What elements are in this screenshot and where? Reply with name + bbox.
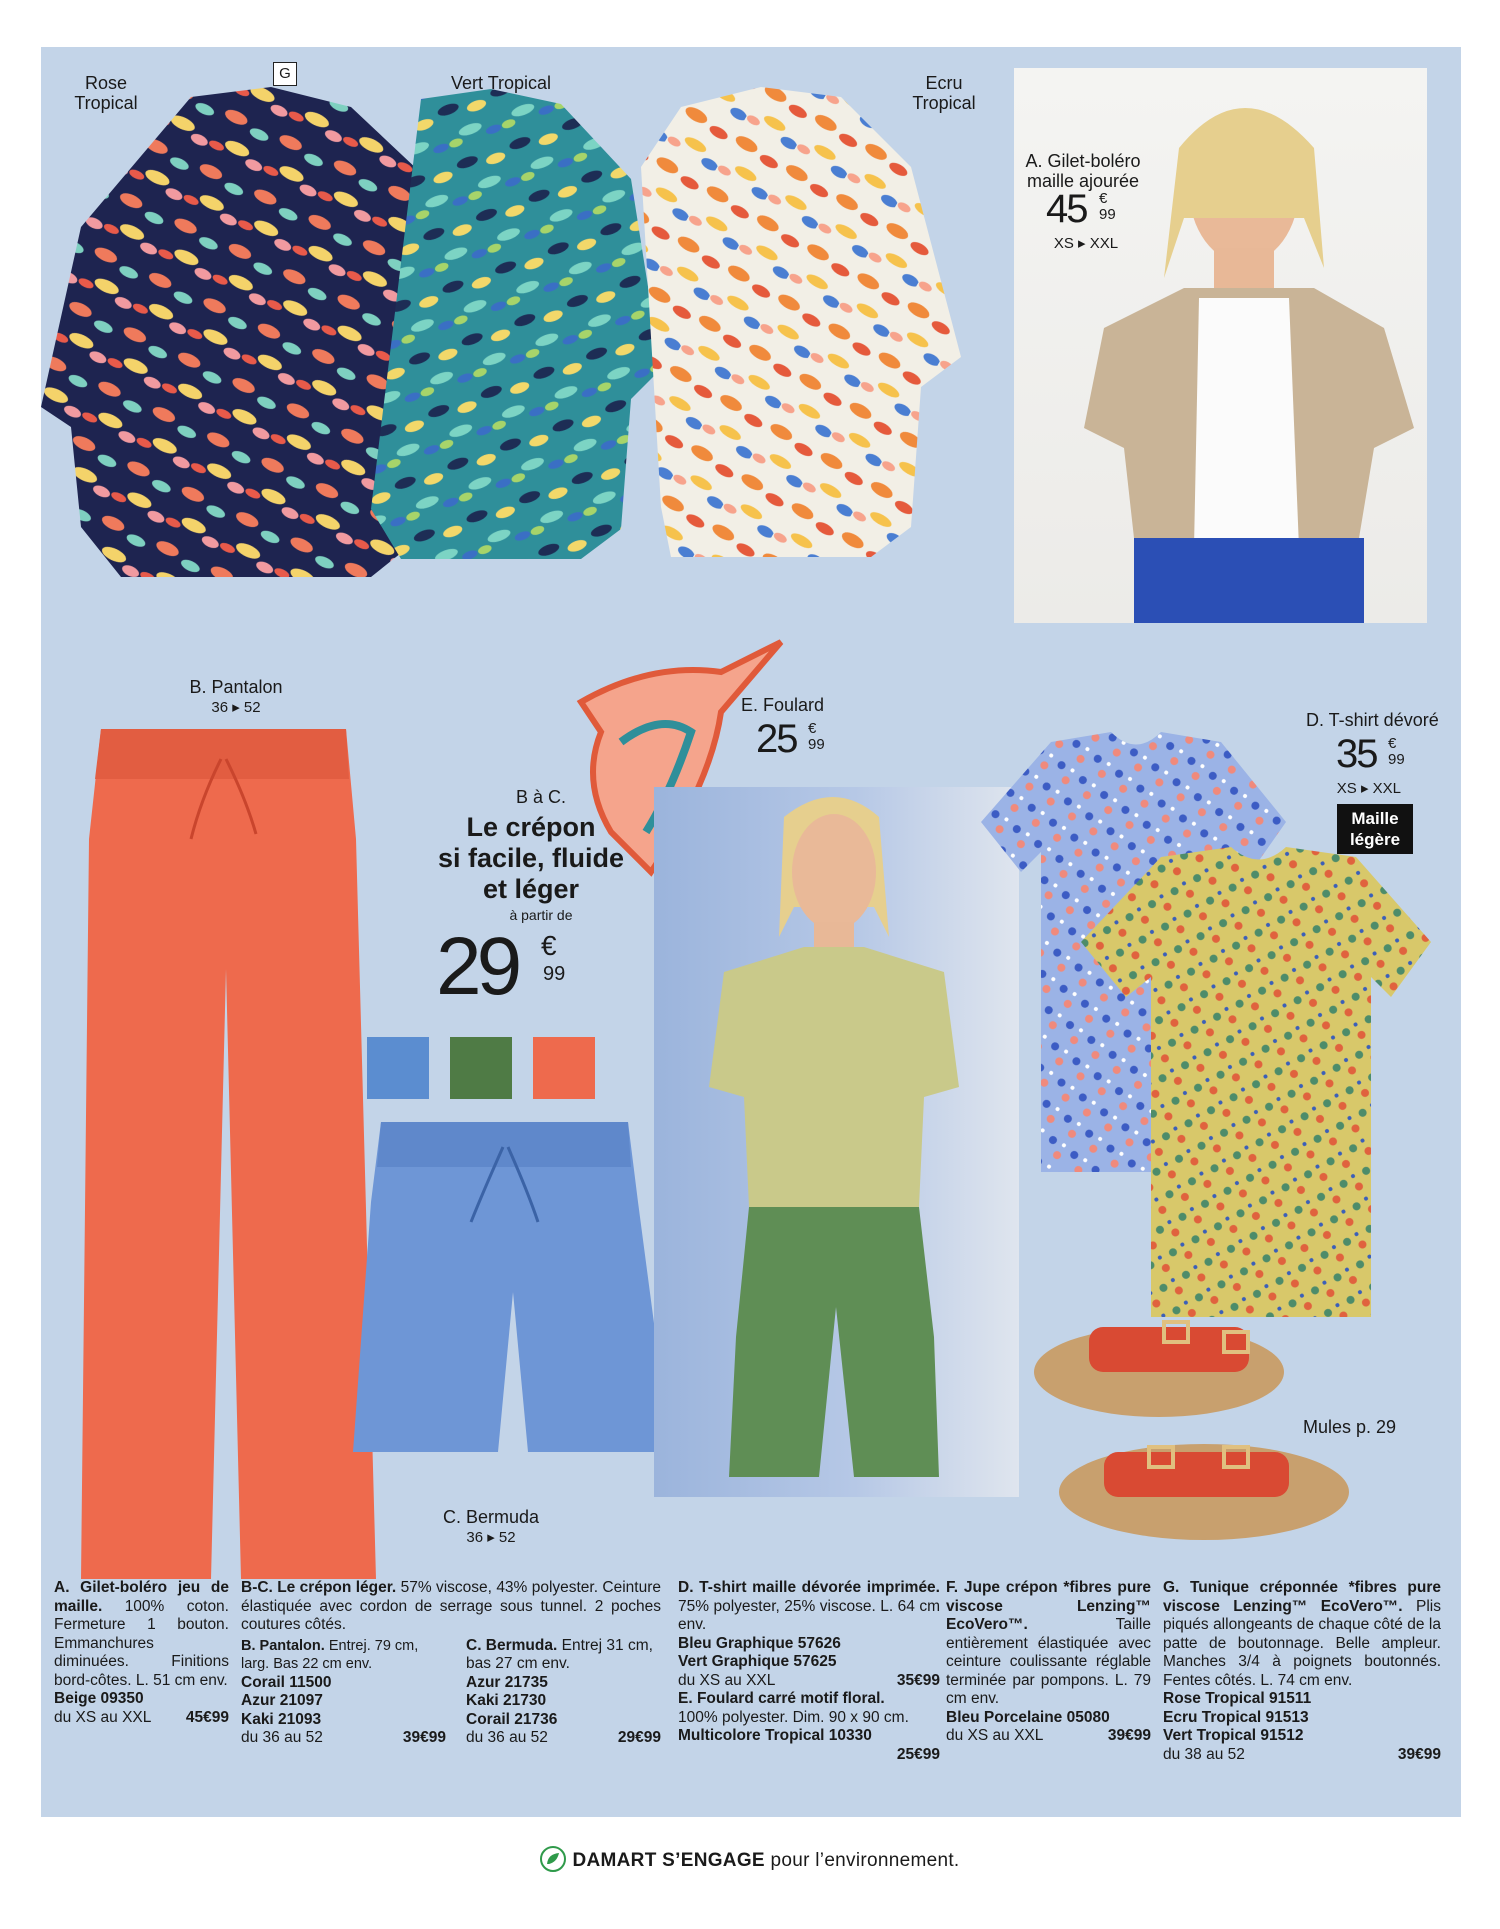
color-label-ecru-tropical: Ecru Tropical — [912, 73, 976, 113]
color-label-rose-tropical: Rose Tropical — [74, 73, 138, 113]
swatch-corail[interactable] — [533, 1037, 595, 1099]
footer-text: pour l’environnement. — [764, 1850, 960, 1872]
product-b-sizes: 36 ▸ 52 — [211, 699, 261, 716]
damart-leaf-icon — [540, 1846, 566, 1872]
product-e-name: E. Foulard — [741, 695, 825, 715]
pantalon-corail-image — [81, 719, 381, 1589]
tshirt-vert-graphique-image — [1081, 847, 1436, 1327]
product-c-name: C. Bermuda — [442, 1507, 540, 1527]
product-b-name: B. Pantalon — [189, 677, 283, 697]
product-a-sizes: XS ▸ XXL — [1053, 235, 1119, 252]
swatch-azur[interactable] — [367, 1037, 429, 1099]
description-bc: B-C. Le crépon léger. 57% viscose, 43% polyester. Ceinture élastiquée avec cordon de serrage sous tunnel. 2 poches coutures côtés. B. Pantalon. Entrej. 79 cm, larg. Bas 22 cm env. Corail 11500 Azur 21097 Kaki 21093 du 36 au 52 39€99 C. Bermuda. Entrej 31 cm, bas 27 cm env. Azur 21735 Kaki 21730 Corail 21736 du 36 au 52 29€99 — [241, 1579, 661, 1746]
description-d-e: D. T-shirt maille dévorée imprimée. 75% polyester, 25% viscose. L. 64 cm env. Bleu Graphique 57626 Vert Graphique 57625 du XS au XXL 35€99 E. Foulard carré motif floral. 100% polyester. Dim. 90 x 90 cm. Multicolore Tropical 10330 25€99 — [678, 1579, 940, 1763]
bermuda-azur-image — [353, 1112, 673, 1462]
description-g: G. Tunique créponnée *fibres pure viscose Lenzing™ EcoVero™. Plis piqués allongeants de chaque côté de la patte de boutonnage. Belle ampleur. Manches 3/4 à poignets boutonnés. Fentes côtés. L. 74 cm env. Rose Tropical 91511 Ecru Tropical 91513 Vert Tropical 91512 du 38 au 52 39€99 — [1163, 1579, 1441, 1763]
model-tshirt-bermuda-photo — [654, 787, 1019, 1497]
description-a: A. Gilet-boléro jeu de maille. 100% coton. Fermeture 1 bouton. Emmanchures diminuées. Finitions bord-côtes. L. 51 cm env. Beige 09350 du XS au XXL 45€99 — [54, 1579, 229, 1726]
footer-engagement — [0, 1848, 1500, 1874]
footer-brand: DAMART S’ENGAGE — [572, 1850, 765, 1872]
product-d-name: D. T-shirt dévoré — [1306, 710, 1439, 730]
tunic-badge-g: G — [273, 62, 297, 86]
color-label-vert-tropical: Vert Tropical — [451, 73, 552, 93]
promo-from-label: à partir de — [509, 907, 573, 923]
promo-refs: B à C. — [515, 787, 567, 807]
catalog-panel — [41, 47, 1461, 1817]
description-f: F. Jupe crépon *fibres pure viscose Lenzing™ EcoVero™. Taille entièrement élastiquée avec ceinture coulissante réglable terminée par pompons. L. 79 cm env. Bleu Porcelaine 05080 du XS au XXL 39€99 — [946, 1579, 1151, 1744]
tunic-ecru-tropical-image — [641, 67, 991, 567]
mules-reference[interactable]: Mules p. 29 — [1303, 1417, 1397, 1437]
product-d-sizes: XS ▸ XXL — [1336, 780, 1401, 797]
swatch-kaki[interactable] — [450, 1037, 512, 1099]
promo-price: 29 € 99 — [436, 921, 566, 1012]
product-e-price: 25 € 99 — [756, 717, 825, 761]
product-a-name: A. Gilet-boléro maille ajourée — [1025, 151, 1141, 191]
product-d-price: 35 € 99 — [1336, 732, 1405, 776]
maille-legere-badge: Maille légère — [1337, 804, 1413, 854]
promo-headline: Le crépon si facile, fluide et léger — [437, 812, 625, 904]
product-c-sizes: 36 ▸ 52 — [466, 1529, 516, 1546]
product-a-price: 45 € 99 — [1046, 187, 1116, 231]
